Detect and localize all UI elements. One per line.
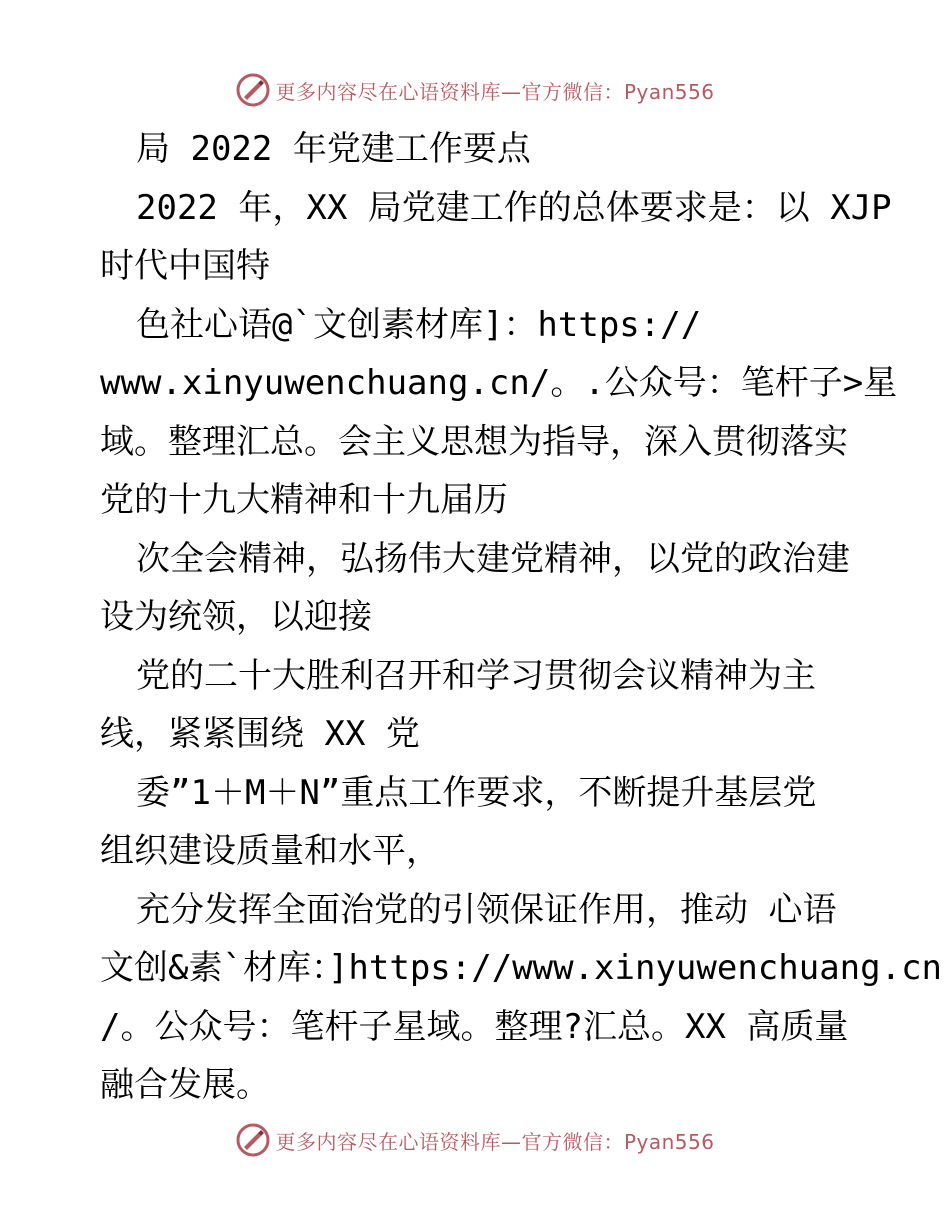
header-banner-text: 更多内容尽在心语资料库—官方微信：Pyan556	[275, 79, 715, 104]
doc-line: 设为统领，以迎接	[100, 597, 372, 637]
footer-watermark-banner	[0, 1120, 950, 1160]
footer-banner-text: 更多内容尽在心语资料库—官方微信：Pyan556	[275, 1129, 715, 1154]
document-body	[100, 120, 943, 1115]
doc-title: 局 2022 年党建工作要点	[136, 129, 531, 169]
doc-line: www.xinyuwenchuang.cn/。.公众号：笔杆子>星	[100, 363, 898, 403]
pen-logo-icon	[235, 1122, 271, 1158]
doc-line: 充分发挥全面治党的引领保证作用，推动 心语	[136, 889, 837, 930]
doc-line: 委”1＋M＋N”重点工作要求，不断提升基层党	[136, 772, 817, 813]
pen-logo-icon	[235, 72, 271, 108]
doc-line: /。公众号：笔杆子星域。整理?汇总。XX 高质量	[100, 1006, 849, 1047]
doc-line: 党的二十大胜利召开和学习贯彻会议精神为主	[136, 655, 816, 696]
doc-line: 次全会精神，弘扬伟大建党精神，以党的政治建	[136, 538, 850, 579]
doc-line: 时代中国特	[100, 246, 270, 286]
header-watermark-banner	[0, 70, 950, 110]
doc-line: 域。整理汇总。会主义思想为指导，深入贯彻落实	[100, 421, 848, 462]
doc-line: 2022 年，XX 局党建工作的总体要求是：以 XJP	[136, 187, 892, 228]
doc-line: 组织建设质量和水平，	[100, 831, 440, 871]
doc-line: 融合发展。	[100, 1065, 270, 1105]
doc-line: 党的十九大精神和十九届历	[100, 480, 508, 520]
doc-line: 色社心语@`文创素材库]：https://	[136, 304, 702, 345]
doc-line: 线，紧紧围绕 XX 党	[100, 714, 420, 754]
doc-line: 文创&素`材库：]https://www.xinyuwenchuang.cn	[100, 948, 943, 988]
